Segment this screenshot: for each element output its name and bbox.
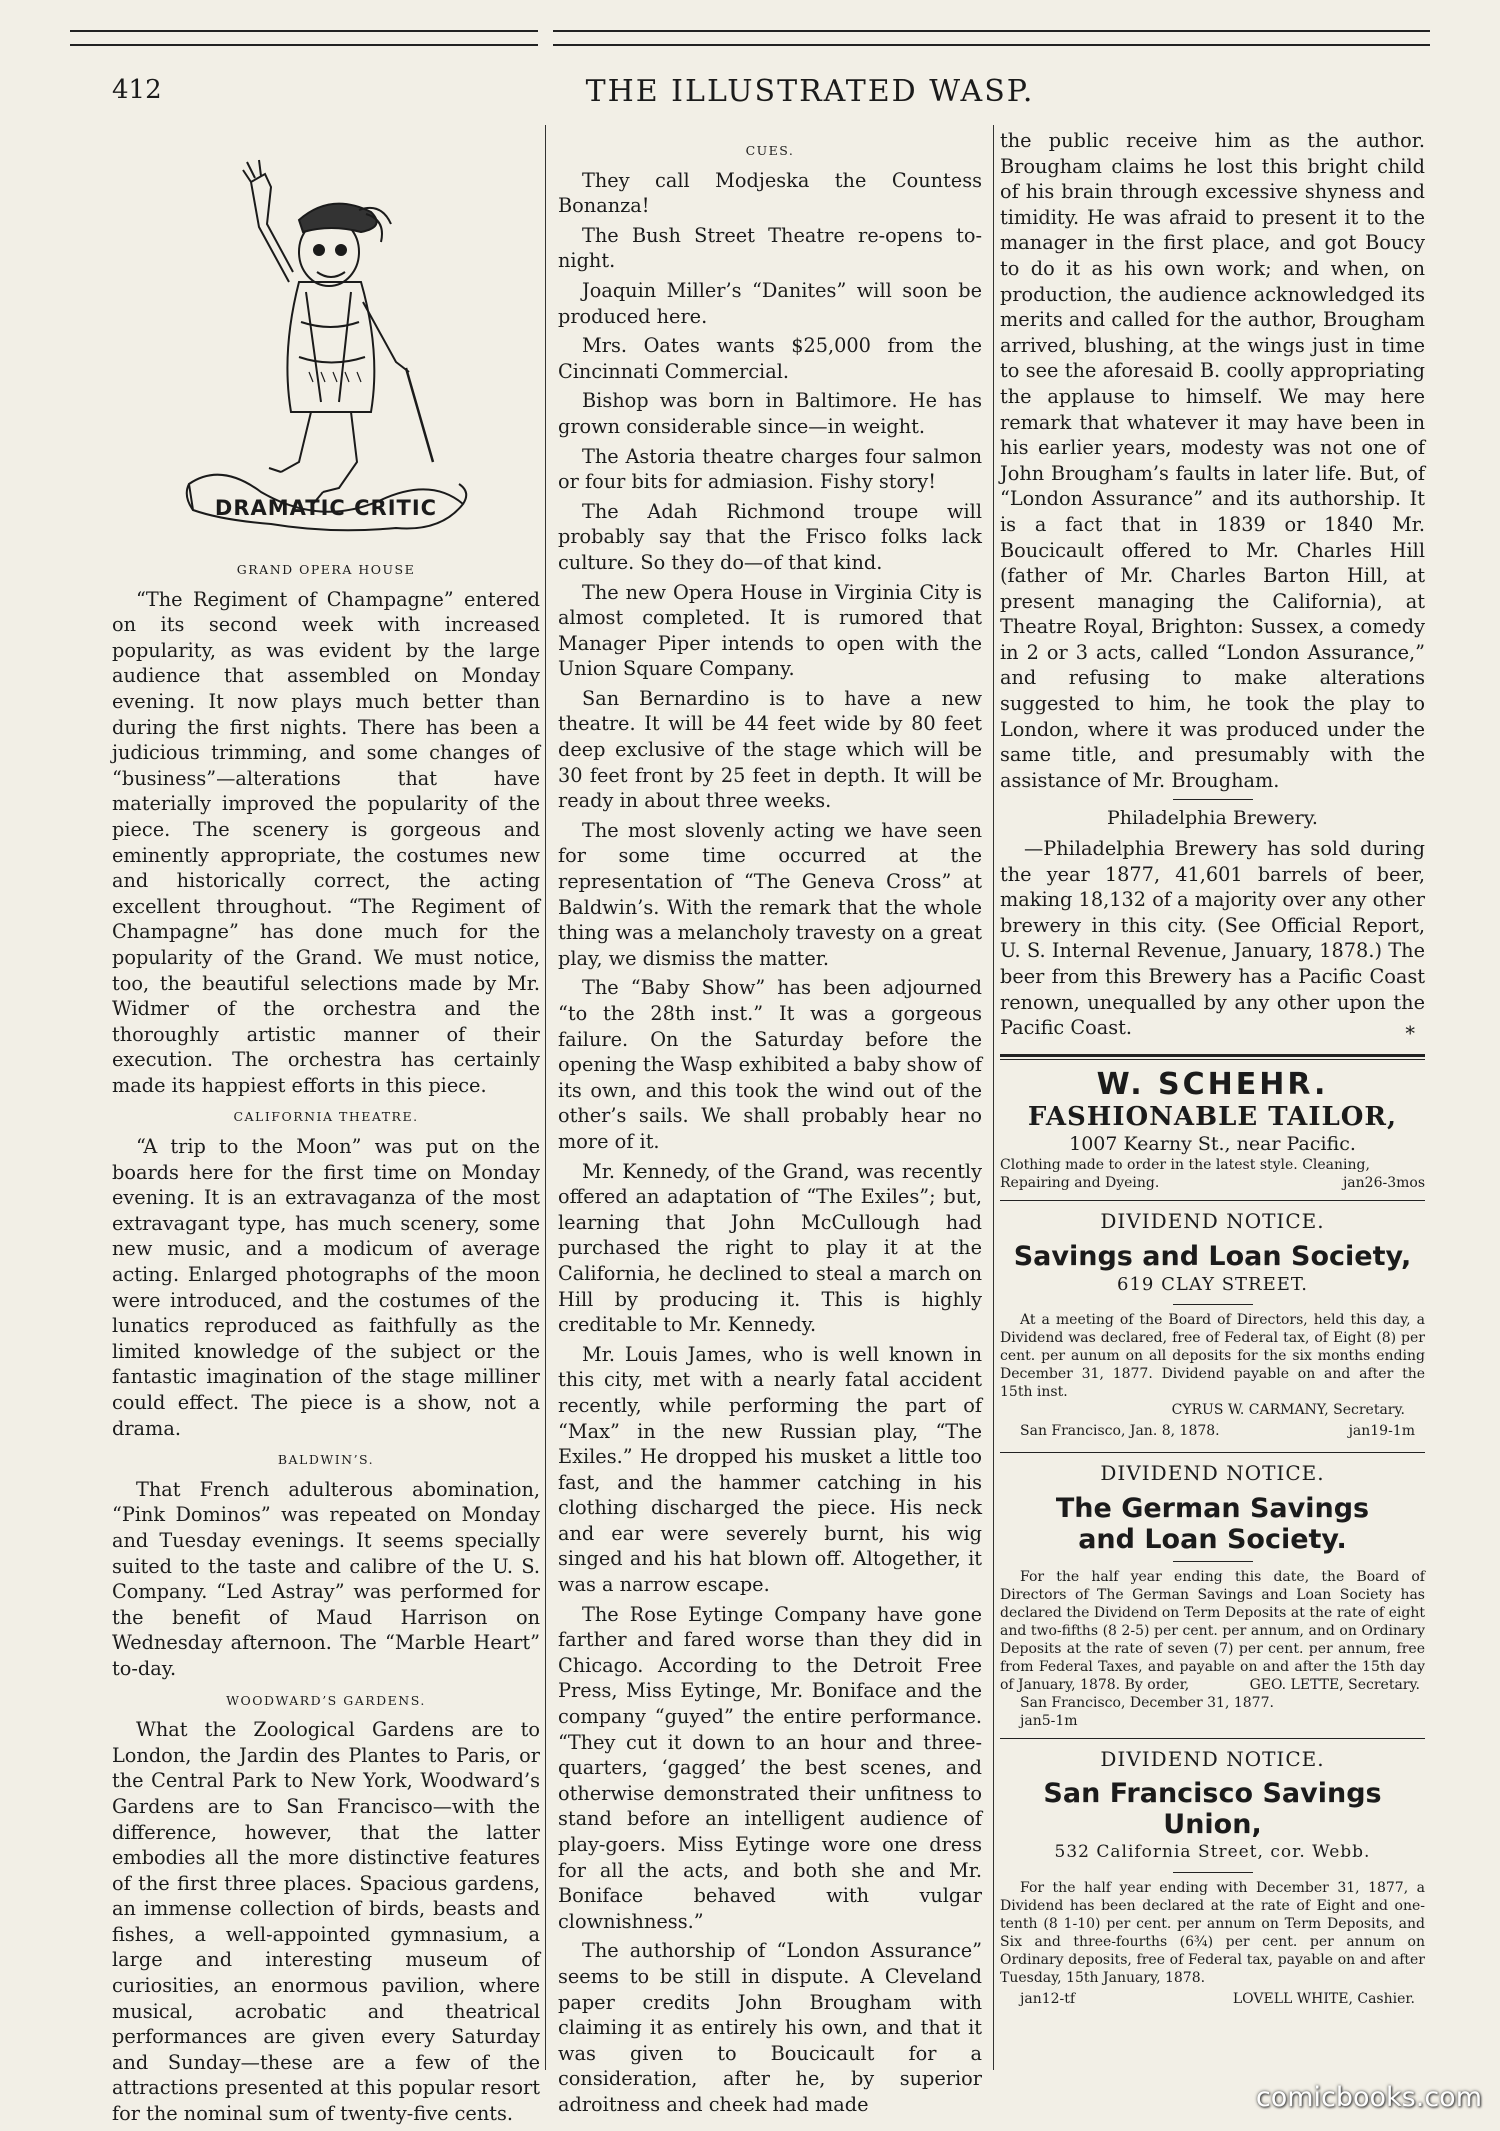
divider (1173, 1561, 1253, 1562)
bank-name: San Francisco Savings Union, (1043, 1778, 1382, 1841)
brewery-mark: * (1405, 1021, 1415, 1045)
cue-paragraph: The “Baby Show” has been adjourned “to the 28th inst.” It was a gorgeous failure. On the Saturday before the opening the Wasp exhibited a baby show of its own, and this took the wind out of the other’s sails. We shall probably hear no more of it. (558, 976, 982, 1153)
baldwins-heading: BALDWIN’S. (277, 1452, 375, 1468)
bank-address: 619 CLAY STREET. (1117, 1273, 1308, 1295)
watermark-logo: comicbooks.com (1255, 2082, 1482, 2113)
cue-paragraph: The authorship of “London Assurance” seems to be still in dispute. A Cleveland paper credits John Brougham with claiming it as entirely his own, and that it was given to Boucicault for a consideration, after he, by superior adroitness and cheek had made (558, 1939, 982, 2116)
tailor-description: Clothing made to order in the latest style. Cleaning, Repairing and Dyeing. (1000, 1157, 1370, 1192)
column-rule-1 (545, 125, 546, 2070)
column-2 (558, 132, 982, 2122)
california-theatre-paragraph: “A trip to the Moon” was put on the boards here for the first time on Monday evening. It is an extravaganza of the most extravagant type, has much scenery, some new music, and a modicum of average acting. Enlarged photographs of the moon were introduced, and the costumes of the lunatics reproduced as faithfully as the limited knowledge of the subject or the fantastic imagination of the stage milliner could effect. The piece is a show, not a drama. (112, 1135, 540, 1440)
top-frame-right (553, 30, 1430, 46)
grand-opera-house-heading: GRAND OPERA HOUSE (236, 562, 416, 577)
baldwins-paragraph: That French adulterous abomination, “Pink Dominos” was repeated on Monday and Tuesday evenings. It seems specially suited to the taste and calibre of the U. S. Company. “Led Astray” was performed for the benefit of Maud Harrison on Wednesday afternoon. The “Marble Heart” to-day. (112, 1477, 540, 1680)
notice-body-text: For the half year ending this date, the Board of Directors of The German Savings and Loan Society has declared the Dividend on Term Deposits at the rate of eight and two-fifths (8 2-5) per cent. per annum, and on Ordinary Deposits at the rate of seven (7) per cent. per annum, free from Federal Taxes, and payable on and after the 15th day of January, 1878. By order, (1000, 1568, 1425, 1693)
dramatic-critic-banner-text: DRAMATIC CRITIC (214, 496, 438, 520)
divider (1000, 1200, 1425, 1201)
masthead: THE ILLUSTRATED WASP. (585, 74, 1035, 109)
page-number: 412 (112, 75, 162, 105)
london-assurance-continuation: the public receive him as the author. Brougham claims he lost this bright child of his brain through excessive shyness and timidity. He was afraid to present it to the manager in the first place, and got Boucy to do it as his own work; and when, on production, the audience acknowledged its merits and called for the author, Brougham arrived, blushing, at the wings just in time to see the aforesaid B. coolly appropriating the applause to himself. We may here remark that whatever it may have been in his earlier years, modesty was not one of John Brougham’s faults in later life. But, of “London Assurance” and its authorship. It is a fact that in 1839 or 1840 Mr. Boucicault offered to Mr. Charles Hill (father of Mr. Charles Barton Hill, at present managing the California), at Theatre Royal, Brighton: Sussex, a comedy in 2 or 3 acts, called “London Assurance,” and refusing to make alterations suggested to him, he took the play to London, where it was produced under the same title, and presumably with the assistance of Mr. Brougham. (1000, 129, 1425, 792)
woodwards-gardens-paragraph: What the Zoological Gardens are to London, the Jardin des Plantes to Paris, or the Central Park to New York, Woodward’s Gardens are to San Francisco—with the difference, however, that the latter embodies all the more distinctive features of the first three places. Spacious gardens, an immense collection of birds, beasts and fishes, a well-appointed gymnasium, a large and interesting museum of curiosities, an enormous pavilion, where musical, acrobatic and theatrical performances are given every Saturday and Sunday—these are a few of the attractions presented at this popular resort for the nominal sum of twenty-five cents. (112, 1718, 540, 2126)
tailor-code: jan26-3mos (1342, 1175, 1425, 1192)
cue-paragraph: Bishop was born in Baltimore. He has grown considerable since—in weight. (558, 389, 982, 438)
bank-address: 532 California Street, cor. Webb. (1054, 1842, 1371, 1863)
notice-body (1000, 1568, 1425, 1694)
cue-paragraph: Joaquin Miller’s “Danites” will soon be produced here. (558, 278, 982, 328)
notice-date: San Francisco, December 31, 1877. (1020, 1694, 1274, 1711)
tailor-name: W. SCHEHR. (1096, 1067, 1329, 1103)
notice-body (1000, 1879, 1425, 1987)
tailor-address: 1007 Kearny St., near Pacific. (1069, 1133, 1356, 1156)
notice-signer: GEO. LETTE, Secretary. (1249, 1676, 1420, 1693)
notice-footer (1000, 1419, 1425, 1445)
cue-paragraph: Mrs. Oates wants $25,000 from the Cincinnati Commercial. (558, 334, 982, 383)
tailor-title: FASHIONABLE TAILOR, (1027, 1102, 1398, 1133)
divider (1173, 1304, 1253, 1305)
notice-date: San Francisco, Jan. 8, 1878. (1020, 1422, 1220, 1439)
column-1 (112, 132, 540, 2131)
notice-body-text: At a meeting of the Board of Directors, held this day, a Dividend was declared, free of Federal tax, of Eight (8) per cent. per aunum on all deposits for the six months ending December 31, 1877. Dividend payable on and after the 15th inst. (1000, 1311, 1425, 1400)
notice-body (1000, 1311, 1425, 1401)
notice-signer: LOVELL WHITE, Cashier. (1232, 1990, 1415, 2007)
cue-paragraph: Mr. Kennedy, of the Grand, was recently offered an adaptation of “The Exiles”; but, learning that John McCullough had purchased the right to play it at the California, he declined to steal a march on Hill by producing it. This is highly creditable to Mr. Kennedy. (558, 1159, 982, 1337)
cue-paragraph: The Bush Street Theatre re-opens to-night. (558, 223, 982, 273)
top-frame-left (70, 30, 538, 46)
dividend-notice-sf-savings-union (1000, 1738, 1425, 2013)
dramatic-critic-figure-icon (181, 132, 471, 547)
notice-body-text: For the half year ending with December 31, 1877, a Dividend has been declared at the rate of Eight and one-tenth (8 1-10) per cent. per annum on Term Deposits, and Six and three-fourths (6¾) per cent. per annum on Ordinary deposits, free of Federal tax, payable on and after Tuesday, 15th January, 1878. (1000, 1879, 1425, 1986)
dividend-notice-savings-loan (1000, 1200, 1425, 1444)
divider (1000, 1738, 1425, 1739)
brewery-notice (1000, 799, 1425, 832)
cue-paragraph: The new Opera House in Virginia City is almost completed. It is rumored that Manager Piper intends to open with the Union Square Company. (558, 580, 982, 681)
tailor-advertisement (1000, 1054, 1425, 1192)
column-3 (1000, 128, 1425, 2013)
brewery-title: Philadelphia Brewery. (1107, 807, 1318, 830)
cue-paragraph: The Rose Eytinge Company have gone farther and fared worse than they did in Chicago. According to the Detroit Free Press, Miss Eytinge, Mr. Boniface and the company “guyed” the entire performance. “They cut it down to an hour and three-quarters, ‘gagged’ the best scenes, and otherwise demonstrated their unfitness to stand before an intelligent audience of play-goers. Miss Eytinge wore one dress for all the acts, and both she and Mr. Boniface behaved with vulgar clownishness.” (558, 1602, 982, 1933)
notice-heading: DIVIDEND NOTICE. (1100, 1209, 1325, 1234)
divider (1173, 799, 1253, 800)
cue-paragraph: The Astoria theatre charges four salmon or four bits for admiasion. Fishy story! (558, 444, 982, 494)
cue-paragraph: San Bernardino is to have a new theatre. It will be 44 feet wide by 80 feet deep exclusive of the stage which will be 30 feet front by 25 feet in depth. It will be ready in about three weeks. (558, 686, 982, 813)
cues-heading: CUES. (745, 143, 795, 158)
notice-footer (1000, 1987, 1425, 2013)
notice-code: jan12-tf (1020, 1990, 1076, 2007)
notice-code: jan5-1m (1020, 1712, 1078, 1729)
bank-name: The German Savings and Loan Society. (1055, 1492, 1370, 1555)
divider (1173, 1872, 1253, 1873)
woodwards-gardens-heading: WOODWARD’S GARDENS. (226, 1692, 426, 1708)
divider (1000, 1054, 1425, 1060)
cue-paragraph: Mr. Louis James, who is well known in this city, met with a nearly fatal accident recently, while performing the part of “Max” in the new Russian play, “The Exiles.” He dropped his musket a little too fast, and the hammer catching in his clothing discharged the piece. His neck and ear were severely burnt, his wig singed and his hat blown off. Altogether, it was a narrow escape. (558, 1342, 982, 1597)
column-rule-2 (993, 125, 994, 2070)
notice-heading: DIVIDEND NOTICE. (1100, 1461, 1325, 1486)
cue-paragraph: They call Modjeska the Countess Bonanza! (558, 168, 982, 218)
california-theatre-heading: CALIFORNIA THEATRE. (233, 1109, 419, 1125)
cue-paragraph: The most slovenly acting we have seen for some time occurred at the representation of “The Geneva Cross” at Baldwin’s. With the remark that the whole thing was a melancholy travesty on a great play, we dismiss the matter. (558, 818, 982, 970)
dividend-notice-german-savings (1000, 1452, 1425, 1730)
notice-heading: DIVIDEND NOTICE. (1100, 1746, 1325, 1771)
bank-name: Savings and Loan Society, (1013, 1240, 1412, 1272)
dramatic-critic-illustration (181, 132, 471, 547)
notice-code: jan19-1m (1348, 1422, 1415, 1439)
cue-paragraph: The Adah Richmond troupe will probably say that the Frisco folks lack culture. So they do—of that kind. (558, 499, 982, 574)
divider (1000, 1452, 1425, 1453)
notice-signer: CYRUS W. CARMANY, Secretary. (1171, 1401, 1405, 1418)
grand-opera-house-paragraph: “The Regiment of Champagne” entered on its second week with increased popularity, as was evident by the large audience that assembled on Monday evening. It now plays much better than during the first nights. There has been a judicious trimming, and some changes of “business”—alterations that have materially improved the popularity of the piece. The scenery is gorgeous and eminently appropriate, the costumes new and historically correct, the acting excellent throughout. “The Regiment of Champagne” has done much for the popularity of the Grand. We must notice, too, the beautiful selections made by Mr. Widmer of the orchestra and the thoroughly artistic manner of their execution. The orchestra has certainly made its happiest efforts in this piece. (112, 587, 540, 1097)
brewery-text: —Philadelphia Brewery has sold during the year 1877, 41,601 barrels of beer, making 18,132 of a majority over any other brewery in this city. (See Official Report, U. S. Internal Revenue, January, 1878.) The beer from this Brewery has a Pacific Coast renown, unequalled by any other upon the Pacific Coast. (1000, 837, 1425, 1040)
